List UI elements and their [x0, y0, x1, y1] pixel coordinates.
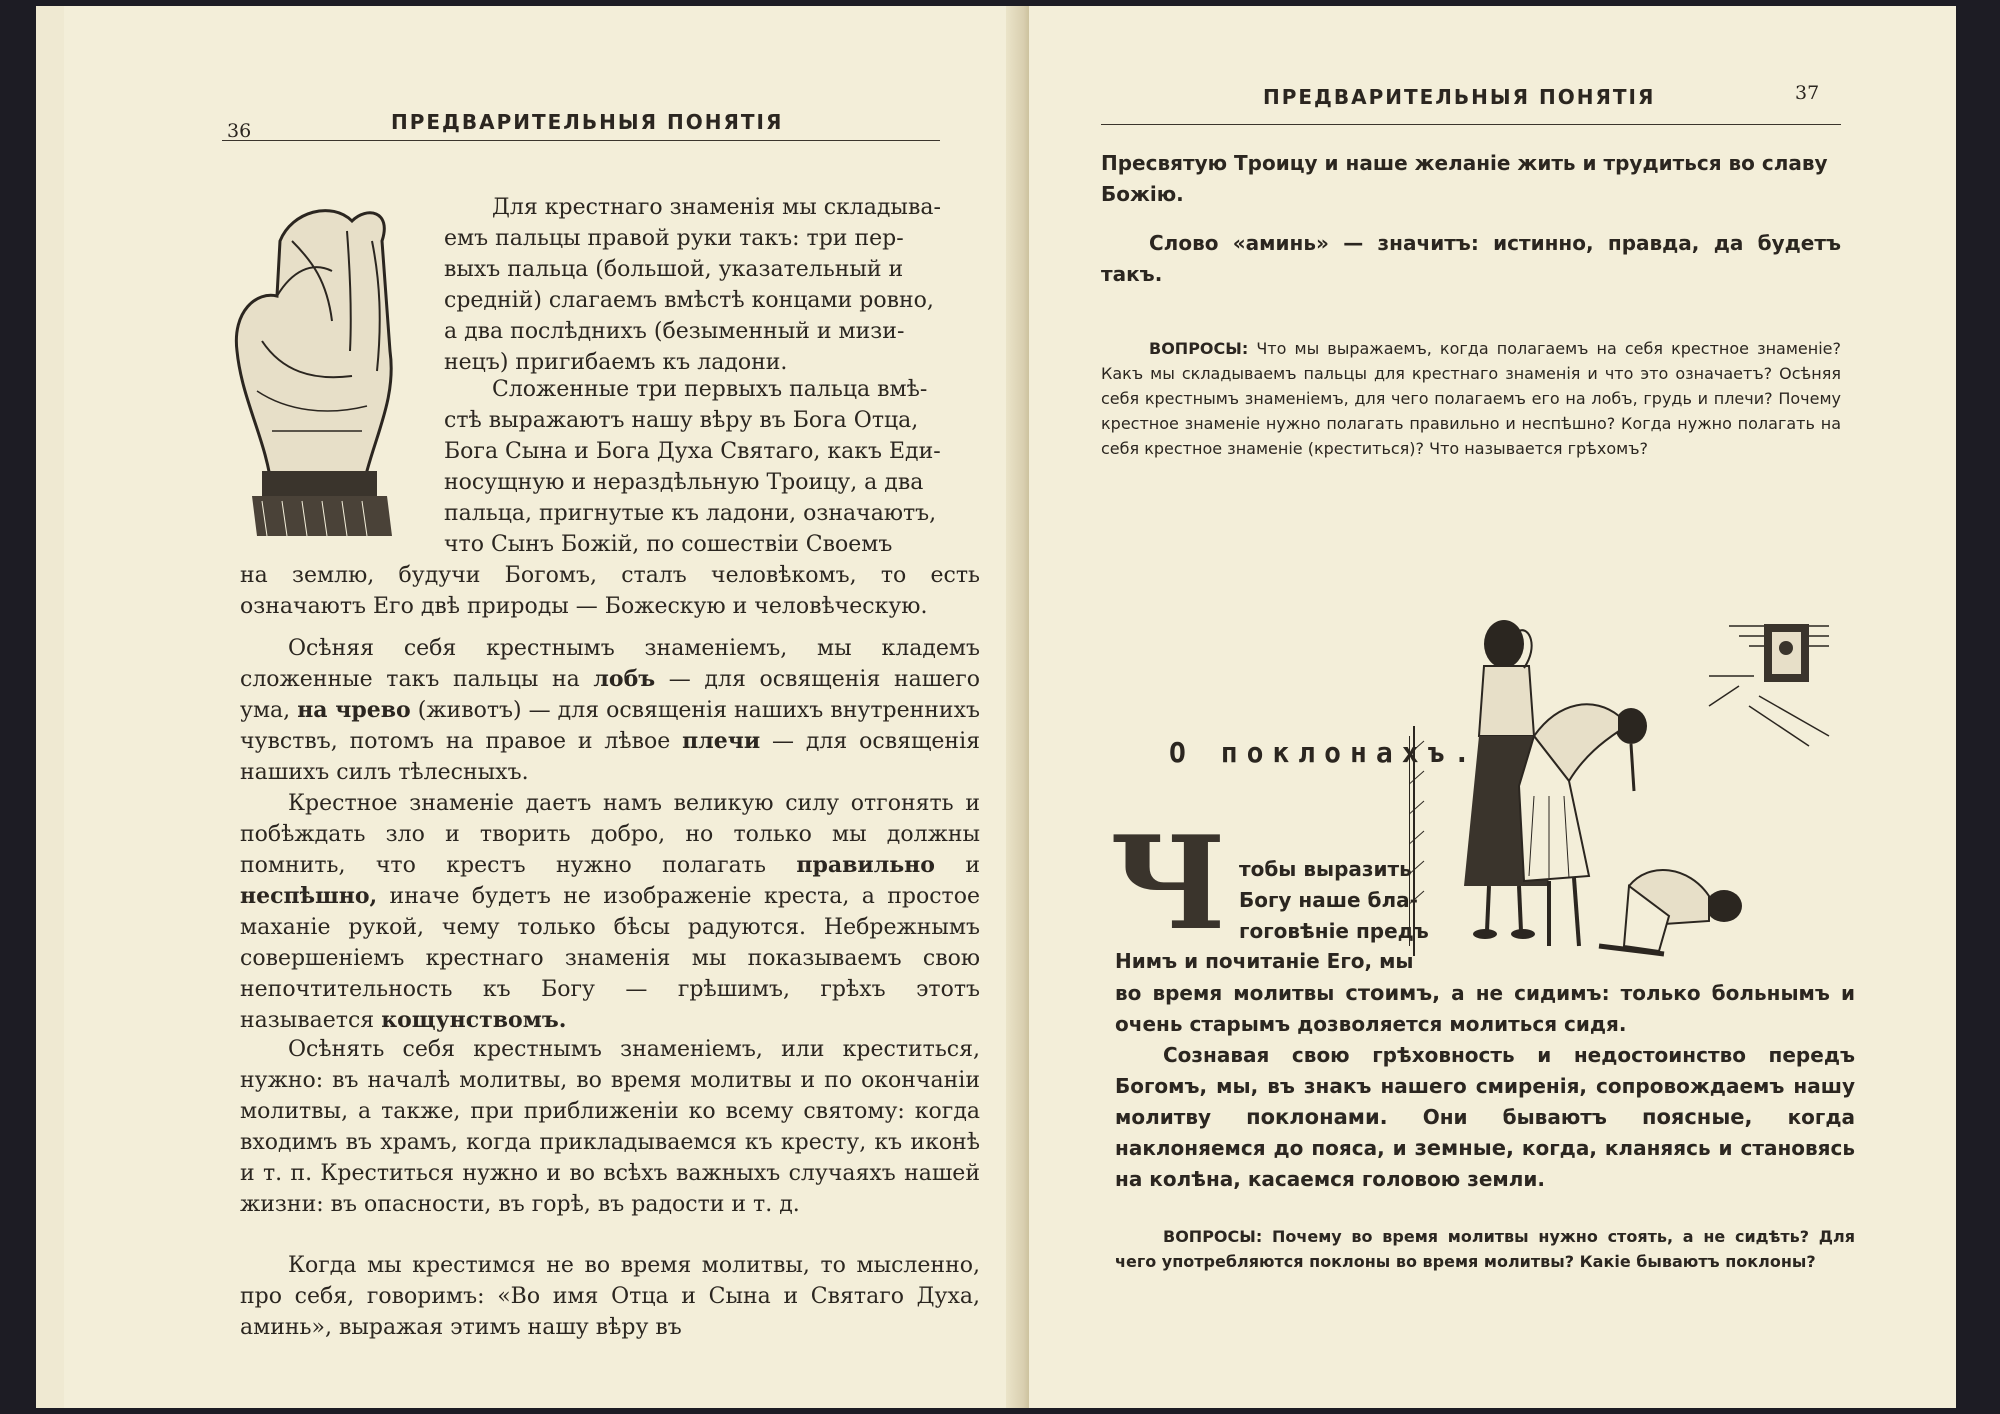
text-line: емъ пальцы правой руки такъ: три пер- [444, 226, 904, 251]
open-book [36, 6, 1956, 1408]
bold-term: неспѣшно, [240, 883, 378, 909]
drop-cap-line-4: Нимъ и почитаніе Его, мы [1115, 949, 1414, 973]
bold-term: правильно [796, 852, 935, 878]
paragraph-3: во время молитвы стоимъ, а не сидимъ: только больнымъ и очень старымъ дозволяется молиться сидя. [1115, 981, 1855, 1036]
paragraph-3: Осѣняя себя крестнымъ знаменіемъ, мы кладемъ сложенные такъ пальцы на лобъ — для освященія нашего ума, на чрево (животъ) — для освященія нашихъ внутреннихъ чувствъ, потомъ на правое и лѣвое плечи — для освященія нашихъ силъ тѣлесныхъ. [240, 636, 981, 785]
paragraph-2-wrap [444, 374, 979, 560]
text-line: Сложенные три первыхъ пальца вмѣ- [492, 377, 928, 402]
left-page [64, 6, 1022, 1408]
text-line: Для крестнаго знаменія мы складыва- [492, 195, 941, 220]
paragraph-1 [444, 192, 979, 378]
questions-label: ВОПРОСЫ: [1149, 339, 1249, 358]
text-line: нецъ) пригибаемъ къ ладони. [444, 350, 788, 375]
paragraph-6: Когда мы крестимся не во время молитвы, то мысленно, про себя, говоримъ: «Во имя Отца и Сына и Святаго Духа, аминь», выражая этимъ нашу вѣру въ [240, 1253, 980, 1340]
drop-cap-letter: Ч [1109, 814, 1227, 944]
header-rule [222, 140, 940, 141]
running-head: ПРЕДВАРИТЕЛЬНЫЯ ПОНЯТІЯ [391, 110, 784, 134]
bold-term: поясные, [1641, 1105, 1753, 1129]
bold-term: поклонами. [1246, 1105, 1388, 1129]
questions-label: ВОПРОСЫ: [1163, 1227, 1263, 1246]
text-line: выхъ пальца (большой, указательный и [444, 257, 904, 282]
running-head: ПРЕДВАРИТЕЛЬНЫЯ ПОНЯТІЯ [1263, 85, 1656, 109]
text-line: стѣ выражаютъ нашу вѣру въ Бога Отца, [444, 408, 919, 433]
text-line: носущную и нераздѣльную Троицу, а два [444, 470, 924, 495]
page-number: 36 [227, 120, 252, 142]
bold-term: земные, [1414, 1136, 1514, 1160]
bold-term: на чрево [297, 697, 411, 723]
drop-cap-wrap-text [1239, 854, 1509, 947]
header-rule [1101, 124, 1841, 125]
questions-block-2: ВОПРОСЫ: Почему во время молитвы нужно стоять, а не сидѣть? Для чего употребляются поклоны во время молитвы? Какіе бываютъ поклоны? [1115, 1227, 1855, 1271]
text-line: Бога Сына и Бога Духа Святаго, какъ Еди- [444, 439, 941, 464]
bold-term: плечи [682, 728, 761, 754]
paragraph-4: Сознавая свою грѣховность и недостоинство передъ Богомъ, мы, въ знакъ нашего смиренія, сопровождаемъ нашу молитву поклонами. Они бываютъ поясные, когда наклоняемся до пояса, и земные, когда, кланяясь и становясь на колѣна, касаемся головою земли. [1115, 1043, 1856, 1191]
text-line: а два послѣднихъ (безыменный и мизи- [444, 319, 905, 344]
text-line: гоговѣніе предъ [1239, 919, 1429, 943]
text-line: тобы выразить [1239, 857, 1412, 881]
text-line: средній) слагаемъ вмѣстѣ концами ровно, [444, 288, 934, 313]
section-heading: О поклонахъ. [1169, 736, 1480, 769]
text-line: что Сынъ Божій, по сошествіи Своемъ [444, 532, 893, 557]
paragraph-1: Пресвятую Троицу и наше желаніе жить и трудиться во славу Божію. [1101, 151, 1828, 206]
hand-illustration [232, 201, 422, 536]
paragraph-5: Осѣнять себя крестнымъ знаменіемъ, или креститься, нужно: въ началѣ молитвы, во время молитвы и по окончаніи молитвы, а также, при приближеніи ко всему святому: когда входимъ въ храмъ, когда прикладываемся къ кресту, къ иконѣ и т. п. Креститься нужно и во всѣхъ важныхъ случаяхъ нашей жизни: въ опасности, въ горѣ, въ радости и т. д. [240, 1037, 980, 1217]
bold-term: кощунствомъ. [381, 1007, 567, 1033]
page-number: 37 [1795, 82, 1820, 104]
questions-block-1: ВОПРОСЫ: Что мы выражаемъ, когда полагаемъ на себя крестное знаменіе? Какъ мы складываемъ пальцы для крестнаго знаменія и что это означаетъ? Осѣняя себя крестнымъ знаменіемъ, для чего полагаемъ его на лобъ, грудь и плечи? Почему крестное знаменіе нужно полагать правильно и неспѣшно? Когда нужно полагать на себя крестное знаменіе (креститься)? Что называется грѣхомъ? [1101, 339, 1841, 458]
paragraph-4: Крестное знаменіе даетъ намъ великую силу отгонять и побѣждать зло и творить добро, но только мы должны помнить, что крестъ нужно полагать правильно и неспѣшно, иначе будетъ не изображеніе креста, а простое маханіе рукой, чему только бѣсы радуются. Небрежнымъ совершеніемъ крестнаго знаменія мы показываемъ свою непочтительность къ Богу — грѣшимъ, грѣхъ этотъ называется кощунствомъ. [240, 791, 981, 1033]
drop-cap [1109, 814, 1227, 944]
paragraph-2: Слово «аминь» — значитъ: истинно, правда, да будетъ такъ. [1101, 231, 1841, 286]
paragraph-2-continued: на землю, будучи Богомъ, сталъ человѣкомъ, то есть означаютъ Его двѣ природы — Божескую и человѣческую. [240, 563, 980, 619]
text-line: пальца, пригнутые къ ладони, означаютъ, [444, 501, 937, 526]
bold-term: стоимъ, [1345, 981, 1441, 1005]
bold-term: лобъ [593, 666, 656, 692]
text-line: Богу наше бла- [1239, 888, 1418, 912]
right-page [1029, 6, 1956, 1408]
